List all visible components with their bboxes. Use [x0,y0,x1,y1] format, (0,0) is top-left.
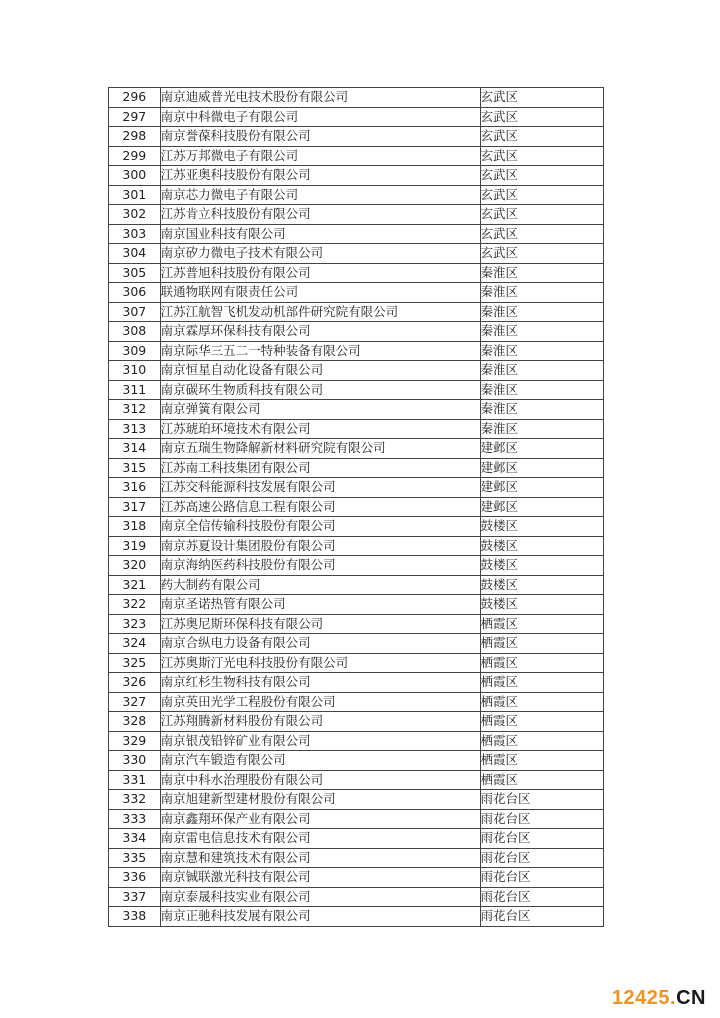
district-name: 雨花台区 [480,848,604,868]
district-name: 栖霞区 [480,634,604,654]
table-row [109,478,604,498]
district-name: 栖霞区 [480,614,604,634]
district-name: 鼓楼区 [480,536,604,556]
company-name: 南京弹簧有限公司 [160,400,480,420]
table-row [109,439,604,459]
row-number: 318 [109,517,161,537]
row-number: 330 [109,751,161,771]
row-number: 316 [109,478,161,498]
district-name: 秦淮区 [480,341,604,361]
company-name: 南京国业科技有限公司 [160,224,480,244]
row-number: 317 [109,497,161,517]
table-row [109,829,604,849]
row-number: 322 [109,595,161,615]
table-row [109,712,604,732]
company-name: 南京旭建新型建材股份有限公司 [160,790,480,810]
table-row [109,751,604,771]
district-name: 玄武区 [480,224,604,244]
table-row [109,146,604,166]
table-row [109,536,604,556]
district-name: 雨花台区 [480,907,604,927]
row-number: 315 [109,458,161,478]
company-name: 江苏高速公路信息工程有限公司 [160,497,480,517]
company-name: 江苏奥尼斯环保科技有限公司 [160,614,480,634]
company-name: 南京正驰科技发展有限公司 [160,907,480,927]
company-name: 南京雷电信息技术有限公司 [160,829,480,849]
company-name: 南京银茂铅锌矿业有限公司 [160,731,480,751]
district-name: 玄武区 [480,166,604,186]
table-row [109,88,604,108]
row-number: 321 [109,575,161,595]
table-row [109,770,604,790]
row-number: 320 [109,556,161,576]
company-name: 南京圣诺热管有限公司 [160,595,480,615]
table-row [109,809,604,829]
table-row [109,458,604,478]
company-name: 江苏南工科技集团有限公司 [160,458,480,478]
row-number: 303 [109,224,161,244]
table-row [109,848,604,868]
watermark-dot: . [670,987,677,1009]
district-name: 栖霞区 [480,653,604,673]
site-watermark [612,987,706,1010]
row-number: 326 [109,673,161,693]
district-name: 秦淮区 [480,322,604,342]
company-name: 联通物联网有限责任公司 [160,283,480,303]
company-name: 南京霖厚环保科技有限公司 [160,322,480,342]
company-name: 药大制药有限公司 [160,575,480,595]
company-name: 南京矽力微电子技术有限公司 [160,244,480,264]
row-number: 304 [109,244,161,264]
table-row [109,868,604,888]
table-row [109,556,604,576]
row-number: 298 [109,127,161,147]
district-name: 栖霞区 [480,712,604,732]
row-number: 297 [109,107,161,127]
table-row [109,283,604,303]
district-name: 建邺区 [480,458,604,478]
district-name: 玄武区 [480,107,604,127]
row-number: 335 [109,848,161,868]
company-name: 南京中科水治理股份有限公司 [160,770,480,790]
table-row [109,887,604,907]
row-number: 299 [109,146,161,166]
row-number: 312 [109,400,161,420]
company-name: 南京铖联激光科技有限公司 [160,868,480,888]
table-row [109,653,604,673]
district-name: 建邺区 [480,497,604,517]
company-name: 南京苏夏设计集团股份有限公司 [160,536,480,556]
table-row [109,205,604,225]
company-name: 江苏万邦微电子有限公司 [160,146,480,166]
table-row [109,361,604,381]
company-name: 南京誉葆科技股份有限公司 [160,127,480,147]
company-name: 江苏交科能源科技发展有限公司 [160,478,480,498]
company-name: 南京红杉生物科技有限公司 [160,673,480,693]
table-row [109,263,604,283]
row-number: 309 [109,341,161,361]
row-number: 314 [109,439,161,459]
row-number: 311 [109,380,161,400]
table-row [109,400,604,420]
row-number: 336 [109,868,161,888]
row-number: 337 [109,887,161,907]
table-row [109,185,604,205]
district-name: 栖霞区 [480,770,604,790]
district-name: 栖霞区 [480,673,604,693]
row-number: 296 [109,88,161,108]
company-name: 江苏琥珀环境技术有限公司 [160,419,480,439]
row-number: 329 [109,731,161,751]
company-name: 南京中科微电子有限公司 [160,107,480,127]
district-name: 鼓楼区 [480,595,604,615]
company-name: 南京鑫翔环保产业有限公司 [160,809,480,829]
table-row [109,244,604,264]
row-number: 332 [109,790,161,810]
district-name: 玄武区 [480,146,604,166]
district-name: 秦淮区 [480,263,604,283]
company-name: 南京碳环生物质科技有限公司 [160,380,480,400]
table-row [109,673,604,693]
company-name: 江苏亚奥科技股份有限公司 [160,166,480,186]
company-name: 江苏肯立科技股份有限公司 [160,205,480,225]
table-row [109,692,604,712]
district-name: 栖霞区 [480,692,604,712]
row-number: 313 [109,419,161,439]
row-number: 338 [109,907,161,927]
district-name: 秦淮区 [480,283,604,303]
row-number: 324 [109,634,161,654]
row-number: 328 [109,712,161,732]
table-row [109,322,604,342]
company-name: 江苏奥斯汀光电科技股份有限公司 [160,653,480,673]
district-name: 玄武区 [480,185,604,205]
company-name: 南京五瑞生物降解新材料研究院有限公司 [160,439,480,459]
row-number: 307 [109,302,161,322]
company-name: 南京英田光学工程股份有限公司 [160,692,480,712]
table-row [109,907,604,927]
table-row [109,107,604,127]
row-number: 306 [109,283,161,303]
company-name: 南京海纳医药科技股份有限公司 [160,556,480,576]
table-row [109,497,604,517]
row-number: 323 [109,614,161,634]
company-name: 南京恒星自动化设备有限公司 [160,361,480,381]
row-number: 305 [109,263,161,283]
district-name: 雨花台区 [480,887,604,907]
district-name: 鼓楼区 [480,575,604,595]
table-row [109,380,604,400]
table-row [109,634,604,654]
district-name: 秦淮区 [480,380,604,400]
district-name: 建邺区 [480,439,604,459]
table-row [109,595,604,615]
company-table [108,87,604,927]
row-number: 327 [109,692,161,712]
district-name: 秦淮区 [480,302,604,322]
row-number: 300 [109,166,161,186]
table-row [109,419,604,439]
company-name: 南京合纵电力设备有限公司 [160,634,480,654]
watermark-suffix: CN [676,987,706,1009]
table-row [109,302,604,322]
district-name: 玄武区 [480,88,604,108]
district-name: 雨花台区 [480,809,604,829]
row-number: 334 [109,829,161,849]
row-number: 331 [109,770,161,790]
district-name: 栖霞区 [480,751,604,771]
table-body [109,88,604,927]
district-name: 秦淮区 [480,419,604,439]
row-number: 308 [109,322,161,342]
company-name: 南京泰晟科技实业有限公司 [160,887,480,907]
row-number: 301 [109,185,161,205]
district-name: 栖霞区 [480,731,604,751]
row-number: 319 [109,536,161,556]
district-name: 鼓楼区 [480,517,604,537]
district-name: 雨花台区 [480,868,604,888]
district-name: 建邺区 [480,478,604,498]
district-name: 雨花台区 [480,790,604,810]
company-name: 江苏江航智飞机发动机部件研究院有限公司 [160,302,480,322]
company-name: 南京汽车锻造有限公司 [160,751,480,771]
row-number: 333 [109,809,161,829]
company-name: 江苏普旭科技股份有限公司 [160,263,480,283]
table-row [109,166,604,186]
table-row [109,614,604,634]
row-number: 310 [109,361,161,381]
company-name: 南京芯力微电子有限公司 [160,185,480,205]
district-name: 玄武区 [480,127,604,147]
district-name: 雨花台区 [480,829,604,849]
table-row [109,575,604,595]
district-name: 秦淮区 [480,361,604,381]
company-name: 南京全信传输科技股份有限公司 [160,517,480,537]
company-name: 南京迪威普光电技术股份有限公司 [160,88,480,108]
row-number: 302 [109,205,161,225]
table-row [109,517,604,537]
table-row [109,224,604,244]
table-row [109,341,604,361]
district-name: 玄武区 [480,244,604,264]
district-name: 鼓楼区 [480,556,604,576]
district-name: 玄武区 [480,205,604,225]
company-name: 南京际华三五二一特种装备有限公司 [160,341,480,361]
district-name: 秦淮区 [480,400,604,420]
company-name: 江苏翔腾新材料股份有限公司 [160,712,480,732]
table-row [109,790,604,810]
table-row [109,127,604,147]
table-row [109,731,604,751]
company-name: 南京慧和建筑技术有限公司 [160,848,480,868]
row-number: 325 [109,653,161,673]
watermark-digits: 12425 [611,987,671,1009]
